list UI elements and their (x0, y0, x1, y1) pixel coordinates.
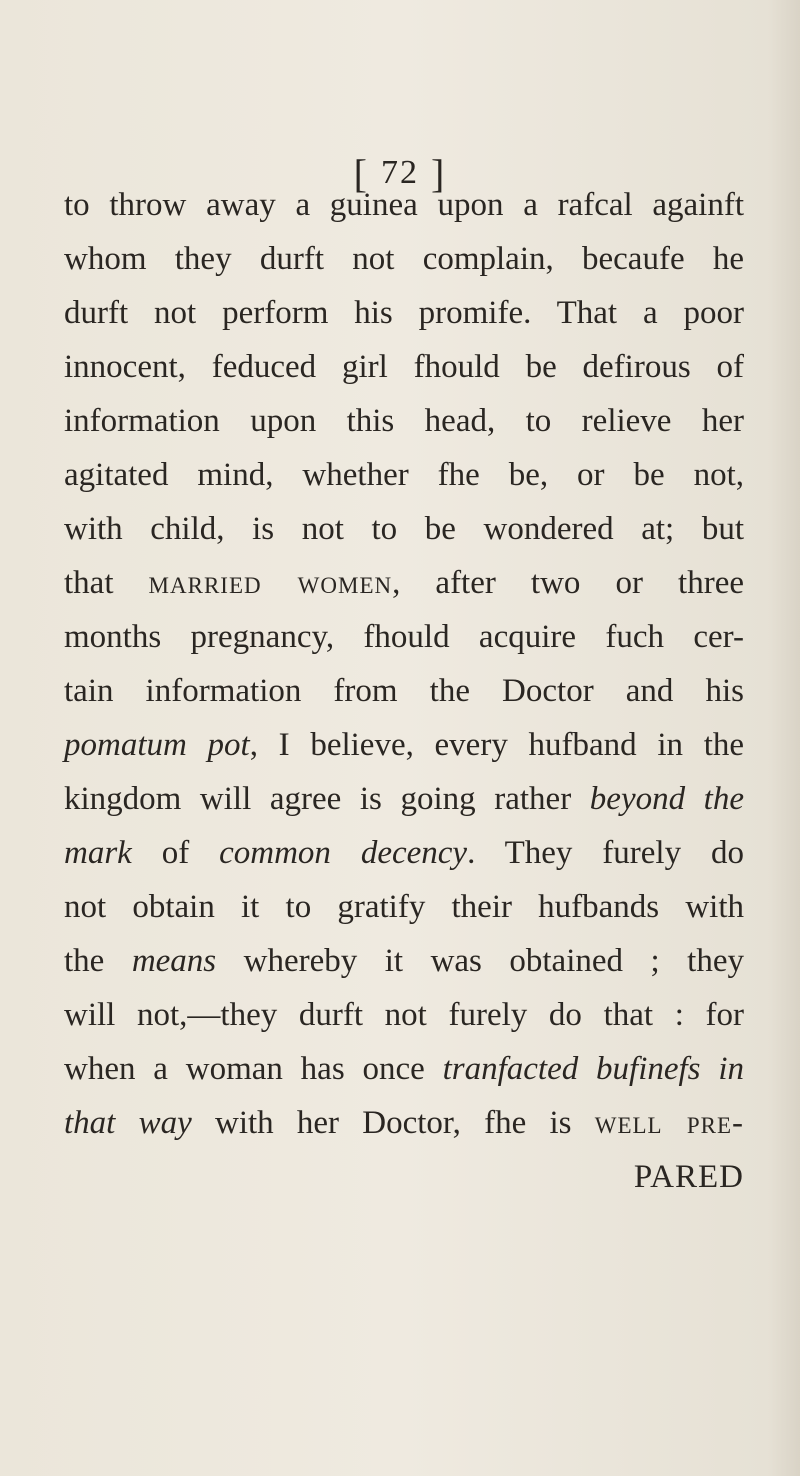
text-segment: innocent, feduced girl fhould be defirous of (64, 349, 744, 385)
page-number-value: 72 (381, 154, 419, 191)
text-segment: durft not perform his promife. That a poor (64, 295, 744, 331)
text-line (64, 826, 744, 880)
text-segment: when a woman has once (64, 1051, 443, 1087)
text-segment: , after two or three (392, 565, 744, 601)
text-segment: , I believe, every hufband in the (249, 727, 745, 763)
text-line (64, 448, 744, 502)
text-segment: whereby it was obtained ; they (216, 943, 744, 979)
body-text (64, 178, 744, 1204)
text-segment: pomatum pot (64, 727, 250, 763)
text-segment: the (64, 943, 132, 979)
text-segment: . They furely do (467, 835, 744, 871)
bracket-close: ] (431, 151, 447, 196)
catchword (64, 1150, 744, 1204)
text-line (64, 394, 744, 448)
text-segment: with her Doctor, fhe is (191, 1105, 595, 1141)
text-line (64, 718, 744, 772)
text-line (64, 340, 744, 394)
text-segment: tain information from the Doctor and his (64, 673, 744, 709)
text-line (64, 232, 744, 286)
text-segment: information upon this head, to relieve her (64, 403, 744, 439)
text-segment: that (64, 565, 149, 601)
text-segment: well pre- (594, 1105, 745, 1141)
text-line (64, 502, 744, 556)
text-segment: with child, is not to be wondered at; but (64, 511, 744, 547)
text-segment: common decency (219, 835, 468, 871)
catchword-text: PARED (633, 1159, 744, 1195)
text-segment: beyond the (589, 781, 744, 817)
text-line (64, 286, 744, 340)
text-segment: will not,—they durft not furely do that : for (64, 997, 744, 1033)
text-segment: means (131, 943, 217, 979)
text-line (64, 880, 744, 934)
text-segment: to throw away a guinea upon a rafcal againft (64, 187, 744, 223)
text-line (64, 772, 744, 826)
text-line (64, 1096, 744, 1150)
bracket-open: [ (353, 151, 369, 196)
text-line (64, 556, 744, 610)
text-segment: of (131, 835, 220, 871)
text-line (64, 178, 744, 232)
text-segment: agitated mind, whether fhe be, or be not, (64, 457, 744, 493)
text-segment: whom they durft not complain, becaufe he (64, 241, 744, 277)
text-line (64, 610, 744, 664)
text-segment: married women (148, 565, 393, 601)
text-segment: kingdom will agree is going rather (64, 781, 590, 817)
text-segment: months pregnancy, fhould acquire fuch cer- (64, 619, 744, 655)
text-line (64, 1042, 744, 1096)
text-line (64, 934, 744, 988)
text-line (64, 988, 744, 1042)
text-segment: not obtain it to gratify their hufbands with (64, 889, 744, 925)
text-line (64, 664, 744, 718)
text-segment: mark (64, 835, 132, 871)
text-segment: that way (64, 1105, 192, 1141)
text-segment: tranfacted bufinefs in (442, 1051, 744, 1087)
